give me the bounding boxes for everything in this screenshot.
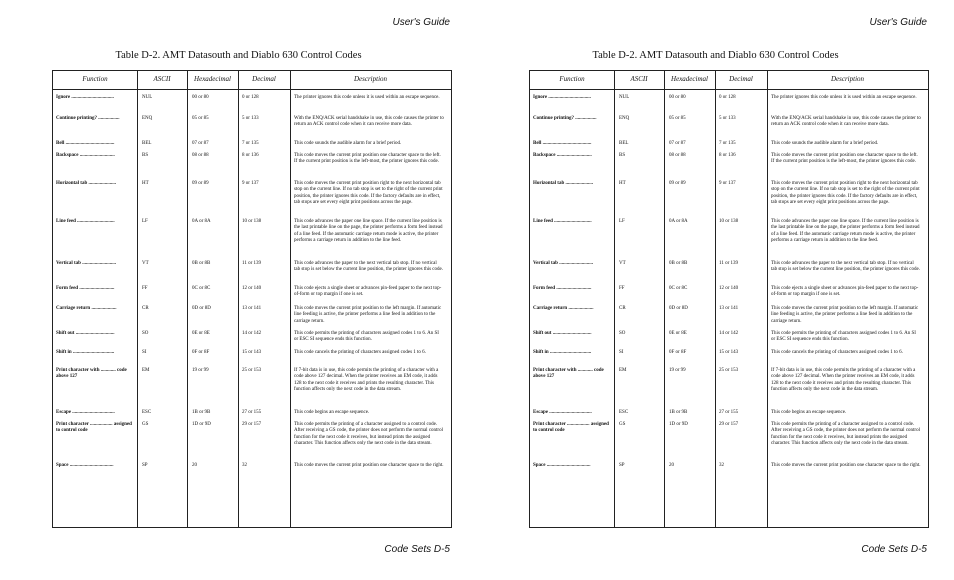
ascii-cell: CR	[619, 306, 626, 311]
ascii-cell: SI	[142, 350, 147, 355]
description-cell: If 7-bit data is in use, this code permits the printing of a character with a code above 127 decimal. When the printer receives an EM code, it adds 128 to the next code it receives and prints the resulting character. This function affects only the next code in the data stream.	[771, 368, 916, 393]
function-cell: Shift in .................................	[533, 350, 592, 355]
function-cell: Escape ..................................	[56, 410, 115, 415]
hex-cell: 07 or 87	[669, 141, 686, 146]
ascii-cell: ESC	[619, 410, 629, 415]
function-cell: Continue printing? .................	[56, 116, 120, 121]
decimal-cell: 9 or 137	[719, 181, 736, 186]
description-cell: The printer ignores this code unless it is used within an escape sequence.	[771, 95, 917, 100]
decimal-cell: 14 or 142	[719, 331, 739, 336]
description-cell: With the ENQ/ACK serial handshake in use, this code causes the printer to return an ACK control code when it can receive more data.	[771, 116, 921, 128]
decimal-cell: 7 or 135	[242, 141, 259, 146]
hex-cell: 20	[192, 463, 197, 468]
hex-cell: 09 or 89	[669, 181, 686, 186]
ascii-cell: NUL	[619, 95, 630, 100]
ascii-cell: EM	[142, 368, 150, 373]
function-cell: Ignore ..................................	[56, 95, 114, 100]
hex-cell: 0E or 8E	[669, 331, 687, 336]
function-cell: Escape ..................................	[533, 410, 592, 415]
hex-cell: 20	[669, 463, 674, 468]
decimal-cell: 10 or 138	[242, 219, 262, 224]
ascii-cell: CR	[142, 306, 149, 311]
function-cell: Carriage return ....................	[56, 306, 117, 311]
column-header: Function	[559, 75, 585, 83]
column-divider	[767, 71, 768, 527]
ascii-cell: GS	[142, 422, 149, 427]
function-cell: Backspace ............................	[56, 153, 115, 158]
column-divider	[614, 71, 615, 527]
hex-cell: 0B or 8B	[669, 261, 688, 266]
function-cell: Print character .................. assigned to control code	[56, 422, 132, 434]
function-cell: Backspace ............................	[533, 153, 592, 158]
hex-cell: 08 or 88	[192, 153, 209, 158]
decimal-cell: 10 or 138	[719, 219, 739, 224]
description-cell: This code moves the current print position to the left margin. If automatic line feeding is active, the printer performs a line feed in addition to the carriage return.	[294, 306, 442, 324]
function-cell: Carriage return ....................	[533, 306, 594, 311]
decimal-cell: 12 or 140	[242, 286, 262, 291]
column-header: ASCII	[630, 75, 648, 83]
hex-cell: 0D or 8D	[669, 306, 688, 311]
decimal-cell: 25 or 153	[242, 368, 262, 373]
function-cell: Space ...................................	[533, 463, 591, 468]
hex-cell: 00 or 80	[669, 95, 686, 100]
hex-cell: 05 or 85	[192, 116, 209, 121]
column-header: Decimal	[729, 75, 753, 83]
decimal-cell: 15 or 143	[719, 350, 739, 355]
function-cell: Horizontal tab ......................	[56, 181, 116, 186]
description-cell: This code moves the current print position one character space to the right.	[771, 463, 921, 468]
function-cell: Ignore ..................................	[533, 95, 591, 100]
ascii-cell: SP	[142, 463, 148, 468]
ascii-cell: BS	[619, 153, 626, 158]
right-page	[477, 0, 954, 580]
column-divider	[238, 71, 239, 527]
hex-cell: 09 or 89	[192, 181, 209, 186]
description-cell: This code advances the paper one line space. If the current line position is the last printable line on the page, the printer performs a form feed instead of a line feed. If the automatic carriage return mode is active, the printer performs a carriage return in addition to the line feed.	[771, 219, 920, 244]
ascii-cell: BEL	[142, 141, 152, 146]
decimal-cell: 13 or 141	[242, 306, 262, 311]
description-cell: This code begins an escape sequence.	[294, 410, 370, 415]
description-cell: This code permits the printing of characters assigned codes 1 to 6. An SI or ESC SI sequence ends this function.	[294, 331, 439, 343]
hex-cell: 1D or 9D	[192, 422, 211, 427]
hex-cell: 0D or 8D	[192, 306, 211, 311]
hex-cell: 0C or 8C	[669, 286, 688, 291]
column-header: ASCII	[153, 75, 171, 83]
hex-cell: 05 or 85	[669, 116, 686, 121]
ascii-cell: FF	[619, 286, 625, 291]
column-divider	[137, 71, 138, 527]
description-cell: This code moves the current print position to the left margin. If automatic line feeding is active, the printer performs a line feed in addition to the carriage return.	[771, 306, 919, 324]
ascii-cell: NUL	[142, 95, 153, 100]
page-footer: Code Sets D-5	[384, 544, 450, 555]
function-cell: Shift out ...............................	[56, 331, 115, 336]
ascii-cell: BEL	[619, 141, 629, 146]
function-cell: Vertical tab ...........................	[533, 261, 593, 266]
description-cell: With the ENQ/ACK serial handshake in use, this code causes the printer to return an ACK control code when it can receive more data.	[294, 116, 444, 128]
page-footer: Code Sets D-5	[861, 544, 927, 555]
decimal-cell: 0 or 128	[242, 95, 259, 100]
hex-cell: 1D or 9D	[669, 422, 688, 427]
description-cell: This code sounds the audible alarm for a brief period.	[771, 141, 879, 146]
hex-cell: 00 or 80	[192, 95, 209, 100]
decimal-cell: 8 or 136	[719, 153, 736, 158]
function-cell: Bell .......................................	[533, 141, 592, 146]
decimal-cell: 32	[242, 463, 247, 468]
column-divider	[664, 71, 665, 527]
function-cell: Bell .......................................	[56, 141, 115, 146]
decimal-cell: 11 or 139	[719, 261, 738, 266]
description-cell: This code permits the printing of characters assigned codes 1 to 6. An SI or ESC SI sequence ends this function.	[771, 331, 916, 343]
running-header: User's Guide	[869, 17, 927, 28]
function-cell: Print character .................. assigned to control code	[533, 422, 609, 434]
ascii-cell: SI	[619, 350, 624, 355]
hex-cell: 0F or 8F	[669, 350, 687, 355]
ascii-cell: LF	[142, 219, 148, 224]
decimal-cell: 5 or 133	[719, 116, 736, 121]
hex-cell: 08 or 88	[669, 153, 686, 158]
column-header: Description	[353, 75, 388, 83]
column-header: Description	[830, 75, 865, 83]
column-divider	[187, 71, 188, 527]
hex-cell: 19 or 99	[192, 368, 209, 373]
description-cell: This code cancels the printing of characters assigned codes 1 to 6.	[771, 350, 903, 355]
hex-cell: 0F or 8F	[192, 350, 210, 355]
ascii-cell: BS	[142, 153, 149, 158]
ascii-cell: FF	[142, 286, 148, 291]
decimal-cell: 25 or 153	[719, 368, 739, 373]
decimal-cell: 15 or 143	[242, 350, 262, 355]
table-title: Table D-2. AMT Datasouth and Diablo 630 Control Codes	[115, 50, 362, 61]
decimal-cell: 0 or 128	[719, 95, 736, 100]
control-codes-table	[52, 70, 452, 528]
description-cell: This code moves the current print position one character space to the right.	[294, 463, 444, 468]
column-divider	[715, 71, 716, 527]
decimal-cell: 11 or 139	[242, 261, 261, 266]
description-cell: This code begins an escape sequence.	[771, 410, 847, 415]
decimal-cell: 27 or 155	[242, 410, 262, 415]
column-header: Hexadecimal	[194, 75, 231, 83]
ascii-cell: SP	[619, 463, 625, 468]
decimal-cell: 27 or 155	[719, 410, 739, 415]
hex-cell: 0A or 8A	[669, 219, 688, 224]
function-cell: Form feed ............................	[56, 286, 115, 291]
description-cell: This code ejects a single sheet or advances pin-feed paper to the next top-of-form or top margin if one is set.	[771, 286, 919, 298]
description-cell: This code permits the printing of a character assigned to a control code. After receiving a GS code, the printer does not perform the normal control function for the next code it receives, but instead prints the assigned character. This function affects only the next code in the data stream.	[771, 422, 920, 447]
hex-cell: 0B or 8B	[192, 261, 211, 266]
function-cell: Shift out ...............................	[533, 331, 592, 336]
hex-cell: 0C or 8C	[192, 286, 211, 291]
hex-cell: 0A or 8A	[192, 219, 211, 224]
ascii-cell: VT	[142, 261, 149, 266]
table-title: Table D-2. AMT Datasouth and Diablo 630 Control Codes	[592, 50, 839, 61]
function-cell: Continue printing? .................	[533, 116, 597, 121]
description-cell: This code cancels the printing of characters assigned codes 1 to 6.	[294, 350, 426, 355]
column-header: Hexadecimal	[671, 75, 708, 83]
column-divider	[290, 71, 291, 527]
hex-cell: 19 or 99	[669, 368, 686, 373]
function-cell: Vertical tab ...........................	[56, 261, 116, 266]
description-cell: If 7-bit data is in use, this code permits the printing of a character with a code above 127 decimal. When the printer receives an EM code, it adds 128 to the next code it receives and prints the resulting character. This function affects only the next code in the data stream.	[294, 368, 439, 393]
ascii-cell: ENQ	[142, 116, 153, 121]
column-header: Function	[82, 75, 108, 83]
description-cell: The printer ignores this code unless it is used within an escape sequence.	[294, 95, 440, 100]
decimal-cell: 29 or 157	[242, 422, 262, 427]
decimal-cell: 7 or 135	[719, 141, 736, 146]
function-cell: Line feed ..............................	[56, 219, 115, 224]
description-cell: This code moves the current print position right to the next horizontal tab stop on the current line. If no tab stop is set to the right of the current print position, the printer ignores this code. If the factory defaults are in effect, tab stops are set every eight print positions across the page.	[771, 181, 920, 206]
description-cell: This code advances the paper one line space. If the current line position is the last printable line on the page, the printer performs a form feed instead of a line feed. If the automatic carriage return mode is active, the printer performs a carriage return in addition to the line feed.	[294, 219, 443, 244]
ascii-cell: ENQ	[619, 116, 630, 121]
function-cell: Horizontal tab ......................	[533, 181, 593, 186]
decimal-cell: 9 or 137	[242, 181, 259, 186]
function-cell: Print character with ............ code above 127	[56, 368, 127, 380]
description-cell: This code moves the current print position one character space to the left. If the current print position is the left-most, the printer ignores this code.	[771, 153, 918, 165]
hex-cell: 1B or 9B	[669, 410, 688, 415]
decimal-cell: 29 or 157	[719, 422, 739, 427]
description-cell: This code advances the paper to the next vertical tab stop. If no vertical tab stop is set below the current line position, the printer ignores this code.	[294, 261, 443, 273]
function-cell: Space ...................................	[56, 463, 114, 468]
ascii-cell: SO	[619, 331, 626, 336]
ascii-cell: LF	[619, 219, 625, 224]
decimal-cell: 13 or 141	[719, 306, 739, 311]
description-cell: This code ejects a single sheet or advances pin-feed paper to the next top-of-form or top margin if one is set.	[294, 286, 442, 298]
ascii-cell: VT	[619, 261, 626, 266]
description-cell: This code moves the current print position right to the next horizontal tab stop on the current line. If no tab stop is set to the right of the current print position, the printer ignores this code. If the factory defaults are in effect, tab stops are set every eight print positions across the page.	[294, 181, 443, 206]
decimal-cell: 8 or 136	[242, 153, 259, 158]
hex-cell: 1B or 9B	[192, 410, 211, 415]
decimal-cell: 32	[719, 463, 724, 468]
ascii-cell: ESC	[142, 410, 152, 415]
control-codes-table	[529, 70, 929, 528]
description-cell: This code sounds the audible alarm for a brief period.	[294, 141, 402, 146]
decimal-cell: 14 or 142	[242, 331, 262, 336]
decimal-cell: 5 or 133	[242, 116, 259, 121]
ascii-cell: EM	[619, 368, 627, 373]
description-cell: This code moves the current print position one character space to the left. If the current print position is the left-most, the printer ignores this code.	[294, 153, 441, 165]
description-cell: This code permits the printing of a character assigned to a control code. After receiving a GS code, the printer does not perform the normal control function for the next code it receives, but instead prints the assigned character. This function affects only the next code in the data stream.	[294, 422, 443, 447]
function-cell: Line feed ..............................	[533, 219, 592, 224]
ascii-cell: HT	[142, 181, 149, 186]
hex-cell: 0E or 8E	[192, 331, 210, 336]
hex-cell: 07 or 87	[192, 141, 209, 146]
function-cell: Print character with ............ code above 127	[533, 368, 604, 380]
decimal-cell: 12 or 140	[719, 286, 739, 291]
header-divider	[53, 89, 451, 90]
header-divider	[530, 89, 928, 90]
running-header: User's Guide	[392, 17, 450, 28]
function-cell: Form feed ............................	[533, 286, 592, 291]
ascii-cell: SO	[142, 331, 149, 336]
ascii-cell: HT	[619, 181, 626, 186]
description-cell: This code advances the paper to the next vertical tab stop. If no vertical tab stop is set below the current line position, the printer ignores this code.	[771, 261, 920, 273]
column-header: Decimal	[252, 75, 276, 83]
ascii-cell: GS	[619, 422, 626, 427]
function-cell: Shift in .................................	[56, 350, 115, 355]
